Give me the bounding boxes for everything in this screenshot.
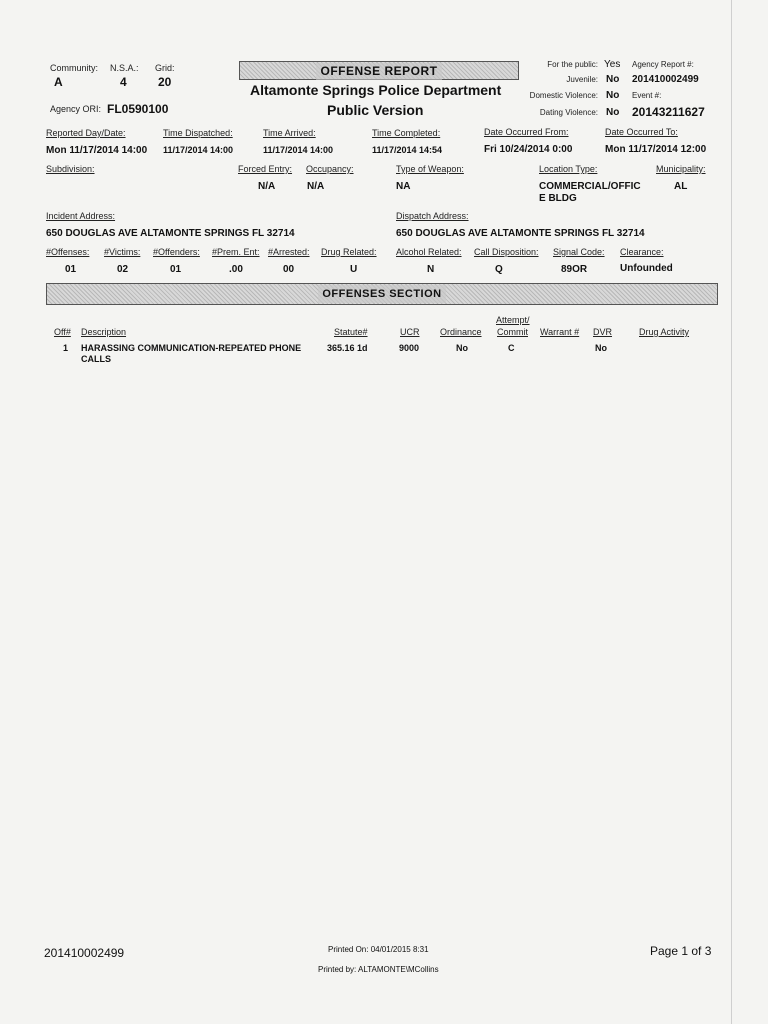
offenses-section-title: OFFENSES SECTION — [318, 285, 445, 303]
public-version: Public Version — [327, 102, 424, 118]
prem-ent-value: .00 — [229, 264, 243, 275]
department-name: Altamonte Springs Police Department — [250, 82, 502, 98]
event-label: Event #: — [632, 91, 662, 100]
row-dvr: No — [595, 343, 607, 353]
juvenile-label: Juvenile: — [566, 75, 598, 84]
reported-date-label: Reported Day/Date: — [46, 128, 126, 138]
alcohol-related-value: N — [427, 264, 435, 275]
community-label: Community: — [50, 63, 99, 73]
offenses-count-value: 01 — [65, 264, 77, 275]
forced-entry-label: Forced Entry: — [238, 164, 293, 174]
signal-code-label: Signal Code: — [553, 247, 605, 257]
row-ordinance: No — [456, 343, 468, 353]
location-type-label: Location Type: — [539, 164, 598, 174]
domestic-violence-label: Domestic Violence: — [529, 91, 598, 100]
col-attempt-header-line1: Attempt/ — [496, 315, 530, 325]
row-off: 1 — [63, 343, 69, 353]
footer-report-number: 201410002499 — [44, 946, 125, 960]
occupancy-label: Occupancy: — [306, 164, 354, 174]
col-ordinance-header: Ordinance — [440, 327, 482, 337]
juvenile-value: No — [606, 74, 620, 85]
page-edge-line — [731, 0, 732, 1024]
printed-by: Printed by: ALTAMONTE\MCollins — [318, 965, 439, 974]
time-arrived-label: Time Arrived: — [263, 128, 316, 138]
col-warrant-header: Warrant # — [540, 327, 580, 337]
dating-violence-label: Dating Violence: — [539, 108, 598, 117]
municipality-label: Municipality: — [656, 164, 706, 174]
prem-ent-label: #Prem. Ent: — [212, 247, 260, 257]
forced-entry-value: N/A — [258, 181, 276, 192]
alcohol-related-label: Alcohol Related: — [396, 247, 462, 257]
offense-report-banner — [239, 61, 519, 80]
time-dispatched-value: 11/17/2014 14:00 — [163, 145, 234, 155]
victims-count-label: #Victims: — [104, 247, 141, 257]
agency-ori-value: FL0590100 — [107, 102, 169, 116]
community-value: A — [54, 75, 63, 89]
call-disposition-label: Call Disposition: — [474, 247, 539, 257]
col-attempt-header-line2: Commit — [497, 327, 528, 337]
date-occurred-to-label: Date Occurred To: — [605, 127, 678, 137]
municipality-value: AL — [674, 181, 688, 192]
location-type-line1: COMMERCIAL/OFFIC — [539, 181, 641, 192]
date-occurred-from-value: Fri 10/24/2014 0:00 — [484, 144, 573, 155]
printed-on: Printed On: 04/01/2015 8:31 — [328, 945, 429, 954]
victims-count-value: 02 — [117, 264, 129, 275]
dating-violence-value: No — [606, 107, 620, 118]
time-completed-value: 11/17/2014 14:54 — [372, 145, 443, 155]
row-attempt: C — [508, 343, 515, 353]
time-dispatched-label: Time Dispatched: — [163, 128, 233, 138]
clearance-value: Unfounded — [620, 263, 673, 274]
weapon-type-label: Type of Weapon: — [396, 164, 464, 174]
col-statute-header: Statute# — [334, 327, 368, 337]
public-label: For the public: — [547, 60, 598, 69]
arrested-count-label: #Arrested: — [268, 247, 310, 257]
drug-related-value: U — [350, 264, 358, 275]
row-description-line1: HARASSING COMMUNICATION-REPEATED PHONE — [81, 343, 302, 353]
clearance-label: Clearance: — [620, 247, 664, 257]
incident-address-value: 650 DOUGLAS AVE ALTAMONTE SPRINGS FL 32714 — [46, 228, 295, 239]
reported-date-value: Mon 11/17/2014 14:00 — [46, 145, 148, 156]
offenses-count-label: #Offenses: — [46, 247, 90, 257]
call-disposition-value: Q — [495, 264, 503, 275]
row-statute: 365.16 1d — [327, 343, 368, 353]
date-occurred-to-value: Mon 11/17/2014 12:00 — [605, 144, 707, 155]
time-arrived-value: 11/17/2014 14:00 — [263, 145, 334, 155]
row-description-line2: CALLS — [81, 354, 111, 364]
location-type-line2: E BLDG — [539, 193, 577, 204]
col-off-header: Off# — [54, 327, 71, 337]
drug-related-label: Drug Related: — [321, 247, 377, 257]
offenders-count-value: 01 — [170, 264, 182, 275]
signal-code-value: 89OR — [561, 264, 588, 275]
incident-address-label: Incident Address: — [46, 211, 116, 221]
subdivision-label: Subdivision: — [46, 164, 95, 174]
occupancy-value: N/A — [307, 181, 325, 192]
col-description-header: Description — [81, 327, 127, 337]
weapon-type-value: NA — [396, 181, 411, 192]
public-value: Yes — [604, 59, 621, 70]
row-ucr: 9000 — [399, 343, 420, 353]
agency-report-number: 201410002499 — [632, 74, 699, 85]
offenses-section-banner — [46, 283, 718, 305]
time-completed-label: Time Completed: — [372, 128, 441, 138]
grid-label: Grid: — [155, 63, 175, 73]
grid-value: 20 — [158, 75, 172, 89]
domestic-violence-value: No — [606, 90, 620, 101]
report-title: OFFENSE REPORT — [316, 63, 441, 80]
col-dvr-header: DVR — [593, 327, 613, 337]
arrested-count-value: 00 — [283, 264, 295, 275]
col-ucr-header: UCR — [400, 327, 420, 337]
agency-ori-label: Agency ORI: — [50, 104, 102, 114]
date-occurred-from-label: Date Occurred From: — [484, 127, 569, 137]
nsa-label: N.S.A.: — [110, 63, 139, 73]
dispatch-address-value: 650 DOUGLAS AVE ALTAMONTE SPRINGS FL 32714 — [396, 228, 645, 239]
agency-report-label: Agency Report #: — [632, 60, 694, 69]
dispatch-address-label: Dispatch Address: — [396, 211, 469, 221]
nsa-value: 4 — [120, 75, 127, 89]
offenders-count-label: #Offenders: — [153, 247, 200, 257]
col-drug-activity-header: Drug Activity — [639, 327, 690, 337]
event-number: 20143211627 — [632, 105, 705, 119]
page-number: Page 1 of 3 — [650, 944, 712, 958]
